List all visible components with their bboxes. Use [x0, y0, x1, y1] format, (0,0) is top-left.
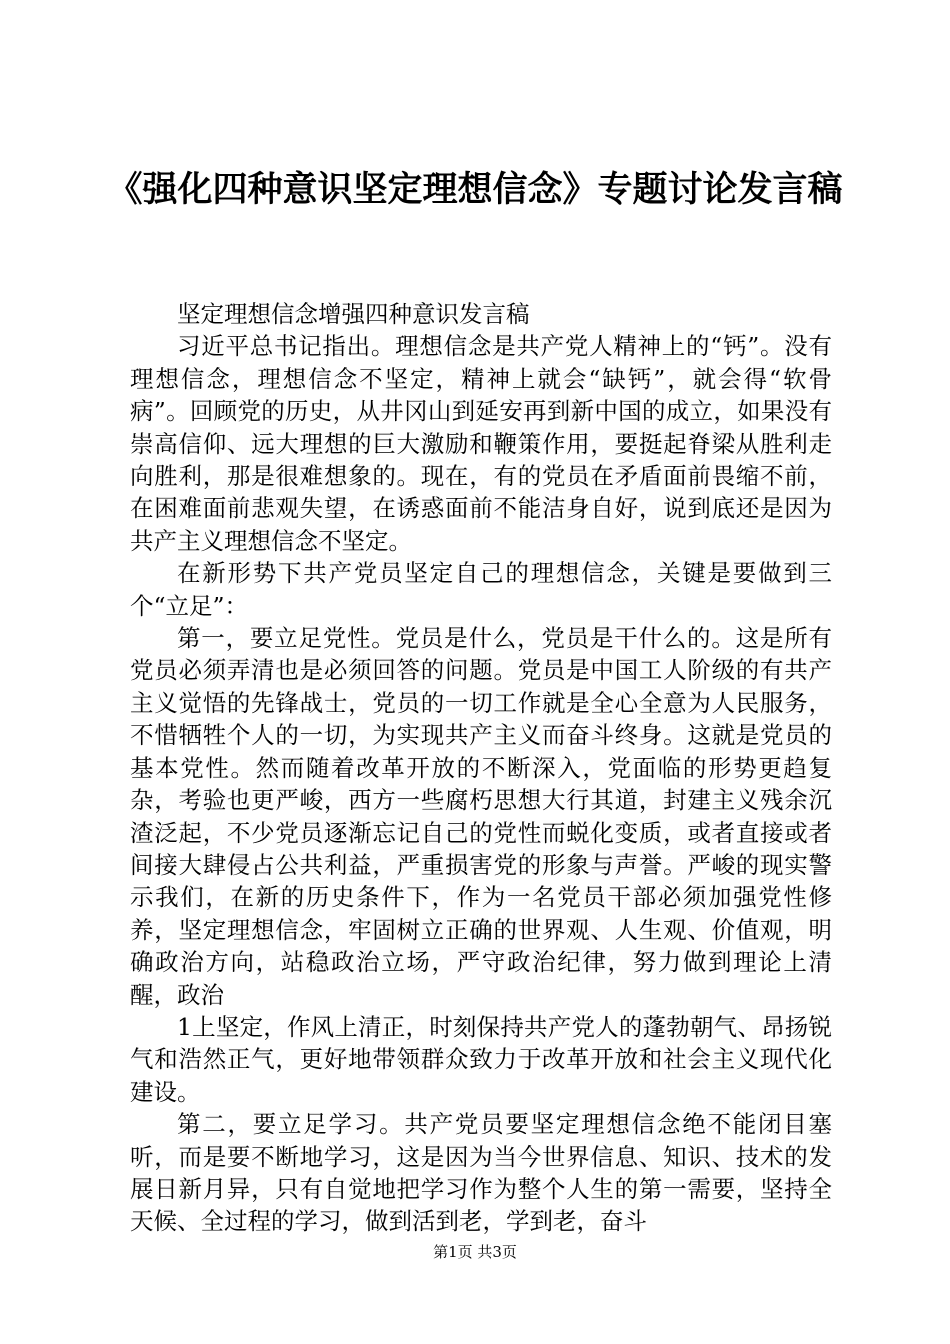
paragraph: 第一，要立足党性。党员是什么，党员是干什么的。这是所有党员必须弄清也是必须回答的问题。党员是中国工人阶级的有共产主义觉悟的先锋战士，党员的一切工作就是全心全意为人民服务，不惜牺牲个人的一切，为实现共产主义而奋斗终身。这就是党员的基本党性。然而随着改革开放的不断深入，党面临的形势更趋复杂，考验也更严峻，西方一些腐朽思想大行其道，封建主义残余沉渣泛起，不少党员逐渐忘记自己的党性而蜕化变质，或者直接或者间接大肆侵占公共利益，严重损害党的形象与声誉。严峻的现实警示我们，在新的历史条件下，作为一名党员干部必须加强党性修养，坚定理想信念，牢固树立正确的世界观、人生观、价值观，明确政治方向，站稳政治立场，严守政治纪律，努力做到理论上清醒，政治 [130, 624, 832, 1009]
paragraph: 在新形势下共产党员坚定自己的理想信念，关键是要做到三个“立足”： [130, 559, 832, 620]
paragraph: 习近平总书记指出。理想信念是共产党人精神上的“钙”。没有理想信念，理想信念不坚定，精神上就会“缺钙”，就会得“软骨病”。回顾党的历史，从井冈山到延安再到新中国的成立，如果没有崇高信仰、远大理想的巨大激励和鞭策作用，要挺起脊梁从胜利走向胜利，那是很难想象的。现在，有的党员在矛盾面前畏缩不前，在困难面前悲观失望，在诱惑面前不能洁身自好，说到底还是因为共产主义理想信念不坚定。 [130, 332, 832, 555]
page-number-footer: 第1页 共3页 [433, 1243, 517, 1261]
paragraph: 第二，要立足学习。共产党员要坚定理想信念绝不能闭目塞听，而是要不断地学习，这是因为当今世界信息、知识、技术的发展日新月异，只有自觉地把学习作为整个人生的第一需要，坚持全天候、全过程的学习，做到活到老，学到老，奋斗 [130, 1110, 832, 1236]
document-title: 《强化四种意识坚定理想信念》专题讨论发言稿 [107, 169, 843, 210]
paragraph-subtitle: 坚定理想信念增强四种意识发言稿 [177, 300, 530, 328]
paragraph: 1上坚定，作风上清正，时刻保持共产党人的蓬勃朝气、昂扬锐气和浩然正气，更好地带领群众致力于改革开放和社会主义现代化建设。 [130, 1012, 832, 1106]
document-body [130, 298, 832, 1238]
